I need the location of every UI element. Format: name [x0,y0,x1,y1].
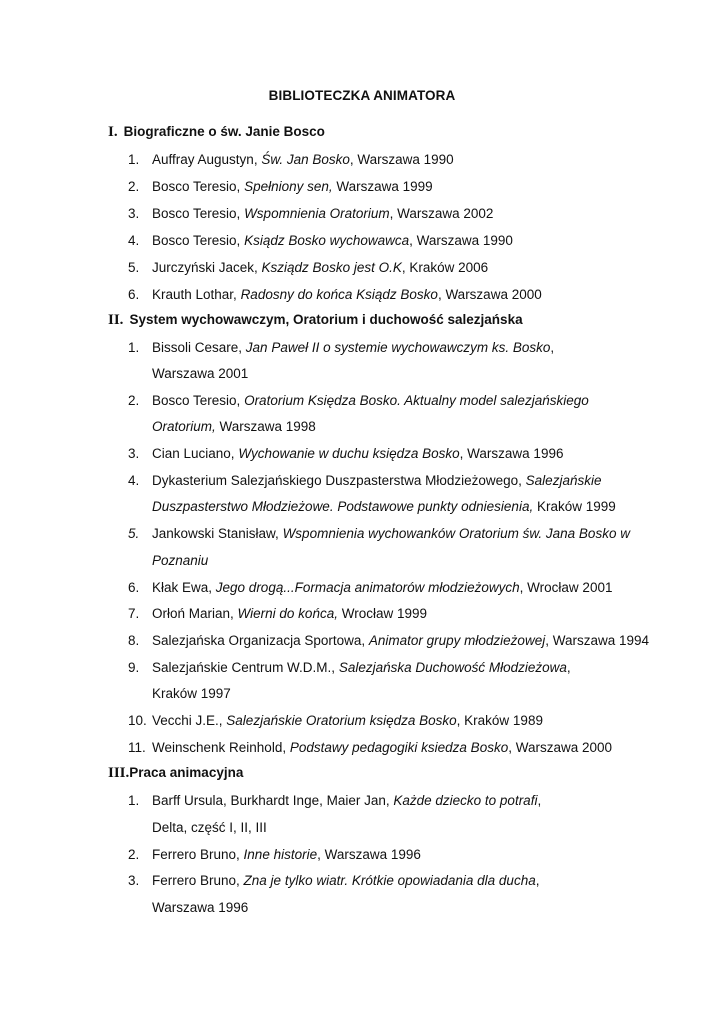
item-number: 2. [128,847,140,862]
item-publication: Warszawa 1998 [215,419,316,434]
item-author: Salezjańska Organizacja Sportowa, [152,633,369,648]
item-publication: Warszawa 2001 [152,366,249,381]
item-publication: , [566,660,571,675]
item-publication: , Warszawa 1994 [545,633,649,648]
list-item [128,473,601,488]
item-publication: , Warszawa 2000 [508,740,613,755]
list-item [128,152,454,167]
list-item [128,260,488,275]
section-number: III. [108,765,130,781]
item-title: Wspomnienia Oratorium [244,206,390,221]
list-item-continuation [152,366,248,381]
item-title: Jego drogą...Formacja animatorów młodzieżowych [215,580,520,595]
item-number: 4. [128,473,140,488]
item-number: 7. [128,606,140,621]
list-item [128,206,493,221]
item-author: Kłak Ewa, [152,580,216,595]
item-author: Jankowski Stanisław, [152,526,283,541]
item-publication: , Warszawa 1996 [459,446,564,461]
item-publication: , [537,793,542,808]
item-number: 3. [128,446,140,461]
item-publication: Warszawa 1996 [152,900,249,915]
item-title: Św. Jan Bosko [261,152,350,167]
list-item-continuation [152,499,616,514]
item-author: Bosco Teresio, [152,179,245,194]
item-number: 5. [128,260,140,275]
item-author: Jurczyński Jacek, [152,260,262,275]
list-item [128,233,513,248]
item-title: Zna je tylko wiatr. Krótkie opowiadania dla ducha [243,873,536,888]
item-author: Barff Ursula, Burkhardt Inge, Maier Jan, [152,793,394,808]
item-author: Ferrero Bruno, [152,873,244,888]
item-title: Salezjańskie Oratorium księdza Bosko [226,713,457,728]
item-number: 8. [128,633,140,648]
item-author: Vecchi J.E., [152,713,227,728]
section-title: Biograficzne o św. Janie Bosco [123,124,325,139]
item-number: 1. [128,340,140,355]
item-publication: , Warszawa 2000 [437,287,542,302]
item-number: 2. [128,393,140,408]
item-publication: , Warszawa 2002 [389,206,494,221]
item-number: 6. [128,287,140,302]
list-item [128,713,543,728]
section-number: I. [108,124,118,140]
item-publication: , Warszawa 1990 [349,152,454,167]
list-item [128,740,612,755]
item-title: Duszpasterstwo Młodzieżowe. Podstawowe punkty odniesienia, [152,499,534,514]
item-publication: Kraków 1999 [533,499,616,514]
list-item-continuation [152,820,267,835]
list-item [128,793,541,808]
list-item [128,393,589,408]
section-title: System wychowawczym, Oratorium i duchowość salezjańska [129,312,523,327]
list-item-continuation [152,900,248,915]
item-number: 6. [128,580,140,595]
item-number: 1. [128,793,140,808]
item-author: Weinschenk Reinhold, [152,740,290,755]
list-item [128,847,421,862]
item-title: Jan Paweł II o systemie wychowawczym ks. Bosko [245,340,551,355]
item-title: Oratorium, [152,419,216,434]
section-heading-1 [108,124,325,141]
item-author: Ferrero Bruno, [152,847,244,862]
list-item-continuation [152,686,231,701]
item-number: 2. [128,179,140,194]
item-publication: , [550,340,555,355]
list-item [128,526,630,541]
item-author: Auffray Augustyn, [152,152,262,167]
item-title: Radosny do końca Ksiądz Bosko [240,287,438,302]
list-item [128,446,563,461]
section-heading-3 [108,765,243,782]
list-item [128,580,612,595]
item-title: Salezjańskie [525,473,602,488]
item-publication: Delta, część I, II, III [152,820,267,835]
item-title: Spełniony sen, [244,179,333,194]
item-title: Podstawy pedagogiki ksiedza Bosko [289,740,509,755]
item-author: Bissoli Cesare, [152,340,246,355]
section-heading-2 [108,312,523,329]
item-number: 5. [128,526,140,541]
item-title: Wychowanie w duchu księdza Bosko [238,446,460,461]
item-number: 11. [128,740,146,755]
list-item [128,633,649,648]
item-author: Bosco Teresio, [152,393,245,408]
item-publication: , Kraków 2006 [401,260,489,275]
item-publication: , Warszawa 1990 [409,233,513,248]
item-title: Oratorium Księdza Bosko. Aktualny model salezjańskiego [244,393,589,408]
item-publication: , Kraków 1989 [456,713,543,728]
item-title: Poznaniu [152,553,209,568]
item-author: Cian Luciano, [152,446,239,461]
item-publication: , [535,873,540,888]
item-number: 9. [128,660,140,675]
item-number: 4. [128,233,140,248]
list-item-continuation [152,553,208,568]
item-publication: , Wrocław 2001 [519,580,613,595]
page-title: BIBLIOTECZKA ANIMATORA [268,88,456,103]
item-number: 10. [128,713,147,728]
section-number: II. [108,312,124,328]
list-item [128,660,571,675]
item-publication: , Warszawa 1996 [317,847,421,862]
item-title: Ksziądz Bosko jest O.K [261,260,402,275]
list-item [128,287,542,302]
list-item [128,873,539,888]
item-title: Każde dziecko to potrafi [393,793,538,808]
item-number: 3. [128,206,140,221]
item-author: Krauth Lothar, [152,287,241,302]
list-item [128,606,427,621]
item-publication: Kraków 1997 [152,686,231,701]
item-publication: Wrocław 1999 [337,606,428,621]
item-title: Salezjańska Duchowość Młodzieżowa [338,660,567,675]
item-title: Inne historie [243,847,318,862]
list-item [128,179,433,194]
item-publication: Warszawa 1999 [332,179,433,194]
item-number: 3. [128,873,140,888]
item-title: Wspomnienia wychowanków Oratorium św. Jana Bosko w [282,526,630,541]
item-title: Wierni do końca, [237,606,338,621]
item-title: Animator grupy młodzieżowej [368,633,546,648]
item-title: Ksiądz Bosko wychowawca [244,233,410,248]
item-author: Orłoń Marian, [152,606,238,621]
item-author: Bosco Teresio, [152,206,245,221]
list-item [128,340,554,355]
item-author: Bosco Teresio, [152,233,245,248]
item-number: 1. [128,152,140,167]
list-item-continuation [152,419,316,434]
section-title: Praca animacyjna [129,765,244,780]
item-author: Dykasterium Salezjańskiego Duszpasterstwa Młodzieżowego, [152,473,526,488]
item-author: Salezjańskie Centrum W.D.M., [152,660,339,675]
